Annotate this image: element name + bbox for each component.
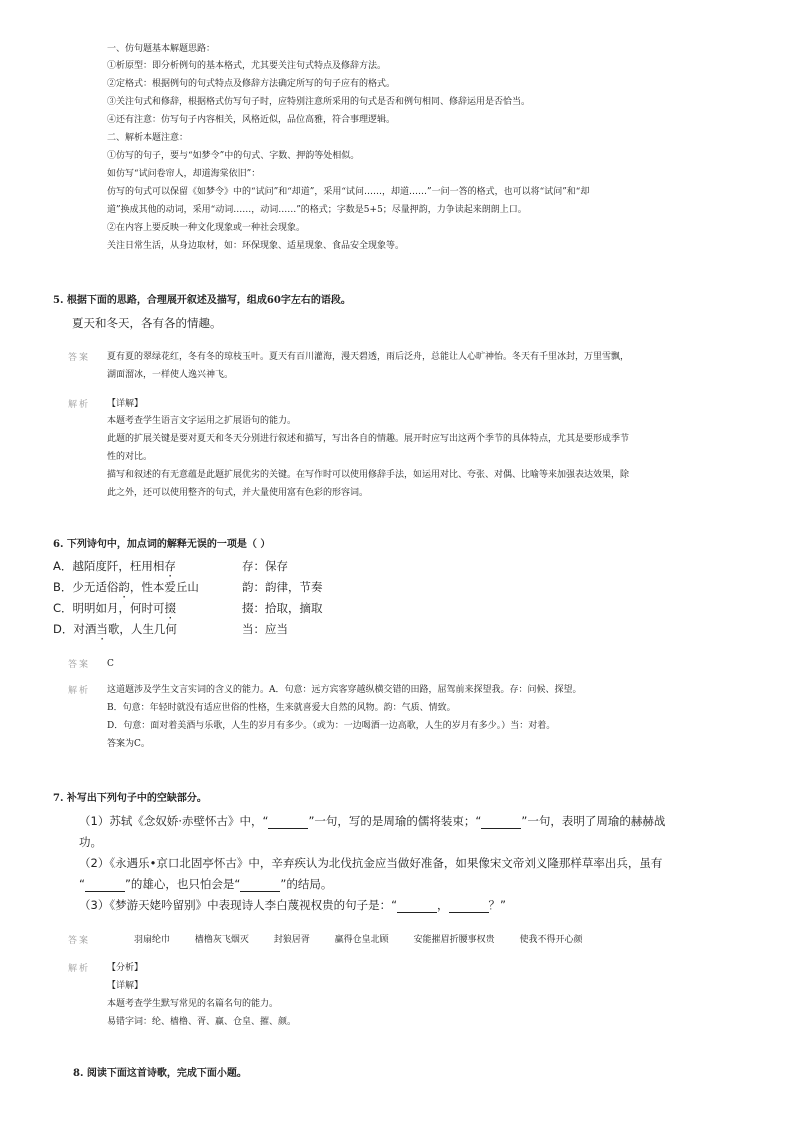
- option-d: D．对酒当歌，人生几何: [53, 622, 177, 636]
- question-7-item-2: （2）《永遇乐•京口北固亭怀古》中，辛弃疾认为北伐抗金应当做好准备，如果像宋文帝刘义隆那样草率出兵，虽有: [79, 856, 663, 870]
- question-7-item-1: （1）苏轼《念奴娇·赤壁怀古》中，“ ”一句，写的是周瑜的儒将装束；“ ”一句，表明了周瑜的赫赫战: [79, 814, 666, 828]
- option-b: B．少无适俗韵，性本爱丘山: [53, 580, 199, 594]
- option-c: C．明明如月，何时可掇: [53, 601, 177, 615]
- tips-line: ④还有注意：仿写句子内容相关，风格近似，品位高雅，符合事理逻辑。: [107, 115, 396, 125]
- analysis-line: 【分析】: [107, 963, 144, 973]
- tips-line: ②在内容上要反映一种文化现象或一种社会现象。: [107, 223, 306, 233]
- blank[interactable]: [85, 879, 125, 892]
- tips-line: ①析原型：即分析例句的基本格式，尤其要关注句式特点及修辞方法。: [107, 61, 387, 71]
- question-6-title: 6. 下列诗句中，加点词的解释无误的一项是（ ）: [53, 539, 271, 550]
- analysis-line: 答案为C。: [107, 739, 150, 749]
- analysis-label: 解析: [68, 964, 91, 974]
- answer-label: 答案: [68, 936, 91, 946]
- answer-item: 樯橹灰飞烟灭: [194, 935, 249, 945]
- question-5-answer: 湖面溜冰，一样使人逸兴神飞。: [107, 370, 234, 380]
- question-7-answers: [134, 933, 604, 947]
- question-7-item-2-cont: “ ”的雄心，也只怕会是“ ”的结局。: [79, 877, 333, 891]
- question-8-title: 8. 阅读下面这首诗歌，完成下面小题。: [73, 1068, 247, 1079]
- answer-item: 封狼居胥: [273, 935, 310, 945]
- answer-item: 羽扇纶巾: [134, 935, 171, 945]
- analysis-line: 本题考查学生语言文字运用之扩展语句的能力。: [107, 416, 297, 426]
- analysis-line: 本题考查学生默写常见的名篇名句的能力。: [107, 999, 279, 1009]
- blank[interactable]: [240, 879, 280, 892]
- tips-line: 如仿写“试问卷帘人，却道海棠依旧”：: [107, 169, 261, 179]
- question-7-item-3: （3）《梦游天姥吟留别》中表现诗人李白蔑视权贵的句子是：“ ， ？”: [79, 898, 506, 912]
- option-d-gloss: 当：应当: [242, 622, 288, 636]
- tips-line: 关注日常生活，从身边取材，如：环保现象、适星现象、食品安全现象等。: [107, 241, 405, 251]
- answer-label: 答案: [68, 660, 91, 670]
- tips-heading-1: 一、仿句题基本解题思路：: [107, 44, 216, 54]
- tips-line: ②定格式：根据例句的句式特点及修辞方法确定所写的句子应有的格式。: [107, 79, 396, 89]
- analysis-line: 【详解】: [107, 399, 144, 409]
- question-6-answer: C: [107, 659, 114, 669]
- analysis-line: 此之外，还可以使用整齐的句式，并大量使用富有色彩的形容词。: [107, 488, 369, 498]
- question-7-title: 7. 补写出下列句子中的空缺部分。: [53, 793, 207, 804]
- analysis-line: 性的对比。: [107, 452, 153, 462]
- answer-item: 赢得仓皇北顾: [334, 935, 389, 945]
- question-5-prompt: 夏天和冬天，各有各的情趣。: [72, 316, 222, 330]
- blank[interactable]: [268, 816, 308, 829]
- question-5-title: 5. 根据下面的思路，合理展开叙述及描写，组成60字左右的语段。: [53, 295, 351, 306]
- analysis-line: D．句意：面对着美酒与乐歌，人生的岁月有多少。（或为：一边喝酒一边高歌，人生的岁月有多少。）当：对着。: [107, 721, 556, 731]
- analysis-line: 这道题涉及学生文言实词的含义的能力。A．句意：远方宾客穿越纵横交错的田路，屈驾前来探望我。存：问候、探望。: [107, 685, 582, 695]
- tips-line: 仿写的句式可以保留《如梦令》中的“试问”和“却道”，采用“试问……，却道……”一问一答的格式，也可以将“试问”和“却: [107, 187, 590, 197]
- answer-item: 安能摧眉折腰事权贵: [413, 935, 495, 945]
- question-7-item-1-cont: 功。: [79, 835, 102, 849]
- option-c-gloss: 掇：拾取，摘取: [242, 601, 323, 615]
- blank[interactable]: [449, 900, 489, 913]
- answer-label: 答案: [68, 353, 91, 363]
- analysis-label: 解析: [68, 400, 91, 410]
- blank[interactable]: [397, 900, 437, 913]
- question-5-answer: 夏有夏的翠绿花红，冬有冬的琼枝玉叶。夏天有百川灌海，漫天碧透，雨后泛舟，总能让人心旷神怡。冬天有千里冰封，万里雪飘，: [107, 352, 630, 362]
- tips-line: ③关注句式和修辞，根据格式仿写句子时，应特别注意所采用的句式是否和例句相同、修辞运用是否恰当。: [107, 97, 531, 107]
- blank[interactable]: [481, 816, 521, 829]
- tips-heading-2: 二、解析本题注意：: [107, 133, 189, 143]
- answer-item: 使我不得开心颜: [519, 935, 583, 945]
- analysis-line: 易错字词：纶、樯橹、胥、赢、仓皇、摧、颜。: [107, 1017, 297, 1027]
- tips-line: 道”换成其他的动词，采用“动词……，动词……”的格式；字数是5+5；尽量押韵，力争读起来朗朗上口。: [107, 205, 527, 215]
- tips-line: ①仿写的句子，要与“如梦令”中的句式、字数、押韵等处相似。: [107, 151, 360, 161]
- analysis-label: 解析: [68, 686, 91, 696]
- option-a: A．越陌度阡，枉用相存: [53, 559, 176, 573]
- analysis-line: 描写和叙述的有无意蕴是此题扩展优劣的关键。在写作时可以使用修辞手法，如运用对比、夸张、对偶、比喻等来加强表达效果，除: [107, 470, 630, 480]
- option-b-gloss: 韵：韵律，节奏: [242, 580, 323, 594]
- analysis-line: 此题的扩展关键是要对夏天和冬天分别进行叙述和描写，写出各自的情趣。展开时应写出这两个季节的具体特点，尤其是要形成季节: [107, 434, 630, 444]
- option-a-gloss: 存：保存: [242, 559, 288, 573]
- analysis-line: B．句意：年轻时就没有适应世俗的性格，生来就喜爱大自然的风物。韵：气质、情致。: [107, 703, 456, 713]
- analysis-line: 【详解】: [107, 981, 144, 991]
